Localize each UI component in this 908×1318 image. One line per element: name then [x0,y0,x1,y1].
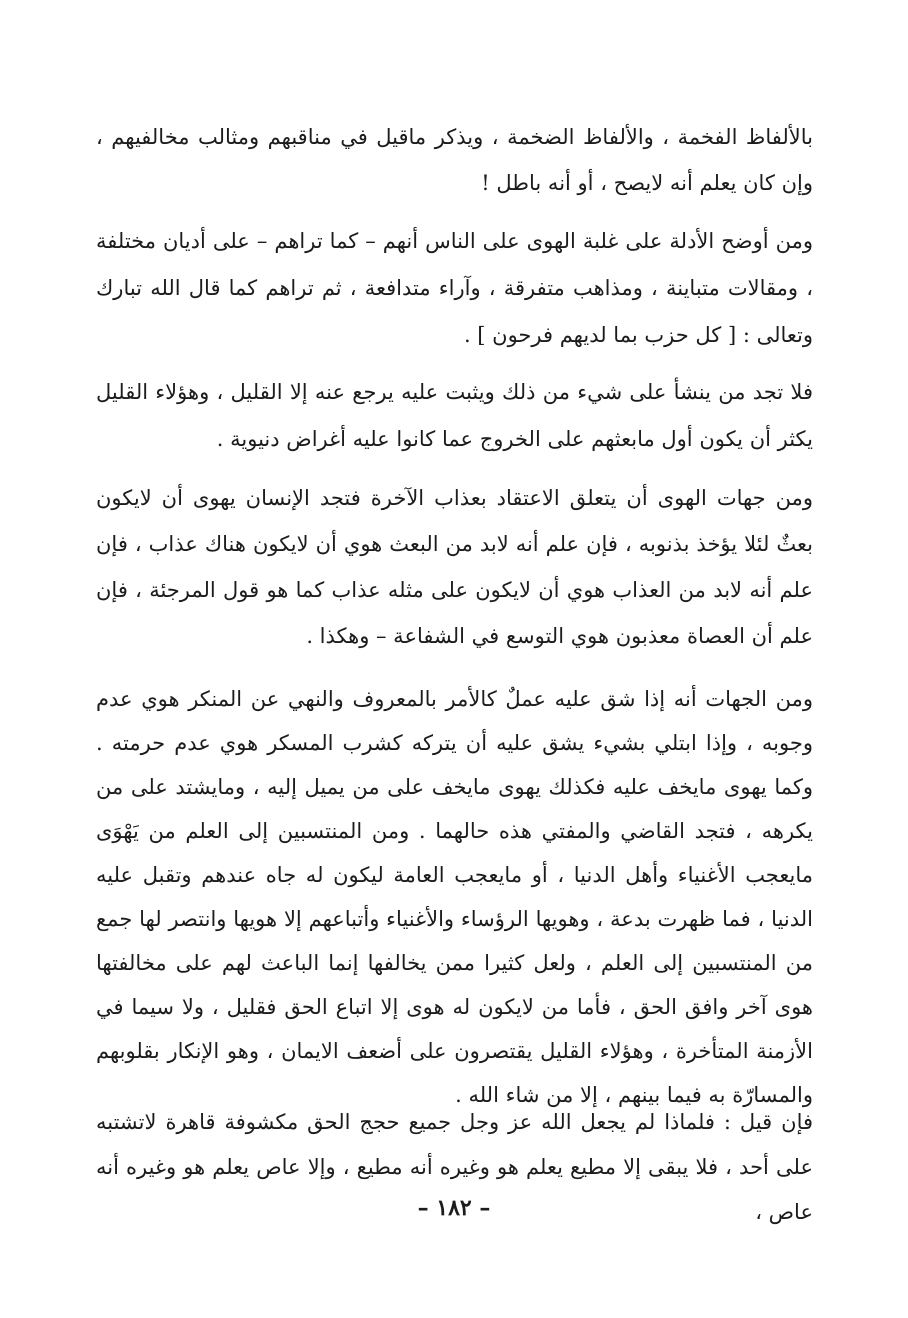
paragraph-3: فلا تجد من ينشأ على شيء من ذلك ويثبت عليه يرجع عنه إلا القليل ، وهؤلاء القليل يكثر أن يكون أول مابعثهم على الخروج عما كانوا عليه أغراض دنيوية . [96,380,813,451]
page-number: – ١٨٢ – [417,1195,491,1221]
paragraph-2: ومن أوضح الأدلة على غلبة الهوى على الناس أنهم – كما تراهم – على أديان مختلفة ، ومقالات متباينة ، ومذاهب متفرقة ، وآراء متدافعة ، ثم تراهم كما قال الله تبارك وتعالى : [ كل حزب بما لديهم فرحون ] . [96,229,813,347]
paragraph-6: فإن قيل : فلماذا لم يجعل الله عز وجل جميع حجج الحق مكشوفة قاهرة لاتشتبه على أحد ، فلا يبقى إلا مطيع يعلم هو وغيره أنه مطيع ، وإلا عاص يعلم هو وغيره أنه عاص ، [96,1110,814,1224]
paragraph-5: ومن الجهات أنه إذا شق عليه عملٌ كالأمر بالمعروف والنهي عن المنكر هوي عدم وجوبه ، وإذا ابتلي بشيء يشق عليه أن يتركه كشرب المسكر هوي عدم حرمته . وكما يهوى مايخف عليه فكذلك يهوى مايخف على من يميل إليه ، ومايشتد على من يكرهه ، فتجد القاضي والمفتي هذه حالهما . ومن المنتسبين إلى العلم من يَهْوَى مايعجب الأغنياء وأهل الدنيا ، أو مايعجب العامة ليكون له جاه عندهم وتقبل عليه الدنيا ، فما ظهرت بدعة ، وهويها الرؤساء والأغنياء وأتباعهم إلا هويها وانتصر لها جمع من المنتسبين إلى العلم ، ولعل كثيرا ممن يخالفها إنما الباعث لهم على مخالفتها هوى آخر وافق الحق ، فأما من لايكون له هوى إلا اتباع الحق فقليل ، ولا سيما في الأزمنة المتأخرة ، وهؤلاء القليل يقتصرون على أضعف الايمان ، وهو الإنكار بقلوبهم والمسارّة به فيما بينهم ، إلا من شاء الله . [96,687,814,1107]
paragraph-4: ومن جهات الهوى أن يتعلق الاعتقاد بعذاب الآخرة فتجد الإنسان يهوى أن لايكون بعثٌ لئلا يؤخذ بذنوبه ، فإن علم أنه لابد من البعث هوي أن لايكون هناك عذاب ، فإن علم أنه لابد من العذاب هوي أن لايكون على مثله عذاب كما هو قول المرجئة ، فإن علم أن العصاة معذبون هوي التوسع في الشفاعة – وهكذا . [96,486,813,648]
paragraph-1: بالألفاظ الفخمة ، والألفاظ الضخمة ، ويذكر ماقيل في مناقبهم ومثالب مخالفيهم ، وإن كان يعلم أنه لايصح ، أو أنه باطل ! [96,125,813,195]
